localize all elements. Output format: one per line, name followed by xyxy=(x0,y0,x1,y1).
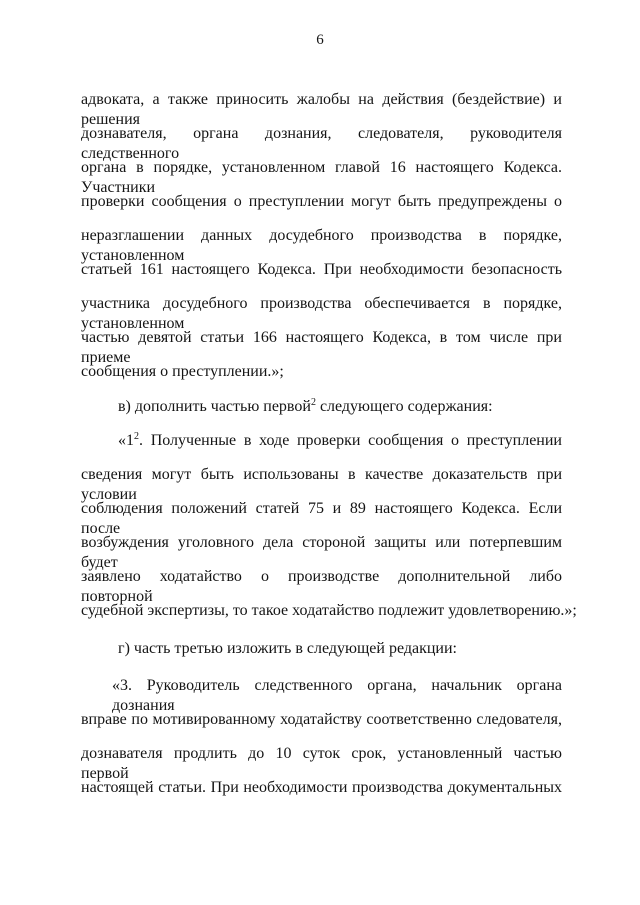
quote2-first-line: «3. Руководитель следственного органа, начальник органа дознания xyxy=(112,677,562,714)
text-line: адвоката, а также приносить жалобы на действия (бездействие) и решения xyxy=(81,91,562,128)
text-line: проверки сообщения о преступлении могут быть предупреждены о xyxy=(81,193,562,210)
item-g: г) часть третью изложить в следующей редакции: xyxy=(118,640,457,657)
text-line: настоящей статьи. При необходимости производства документальных xyxy=(81,779,562,796)
page-number: 6 xyxy=(316,32,324,48)
quote-open: «1 xyxy=(118,432,134,449)
text-line: статьей 161 настоящего Кодекса. При необходимости безопасность xyxy=(81,261,562,278)
paragraph-last-line: судебной экспертизы, то такое ходатайство подлежит удовлетворению.»; xyxy=(81,602,577,619)
text-line: органа в порядке, установленном главой 16 настоящего Кодекса. Участники xyxy=(81,159,562,196)
text-line: вправе по мотивированному ходатайству соответственно следователя, xyxy=(81,711,562,728)
item-v-suffix: следующего содержания: xyxy=(315,398,493,415)
paragraph-last-line: сообщения о преступлении.»; xyxy=(81,363,284,380)
text-line: возбуждения уголовного дела стороной защиты или потерпевшим будет xyxy=(81,534,562,571)
quote-first-line xyxy=(0,431,640,451)
quote-first-rest: . Полученные в ходе проверки сообщения о преступлении xyxy=(139,432,562,449)
text-line: неразглашении данных досудебного производства в порядке, установленном xyxy=(81,227,562,264)
text-line: заявлено ходатайство о производстве дополнительной либо повторной xyxy=(81,568,562,605)
text-line: соблюдения положений статей 75 и 89 настоящего Кодекса. Если после xyxy=(81,500,562,537)
text-line: частью девятой статьи 166 настоящего Кодекса, в том числе при приеме xyxy=(81,329,562,366)
text-line: сведения могут быть использованы в качестве доказательств при условии xyxy=(81,466,562,503)
item-v-superscript: 2 xyxy=(310,397,316,408)
quote-superscript: 2 xyxy=(134,431,139,442)
text-line: дознавателя продлить до 10 суток срок, установленный частью первой xyxy=(81,745,562,782)
text-line: дознавателя, органа дознания, следователя, руководителя следственного xyxy=(81,125,562,162)
item-v-prefix: в) дополнить частью первой xyxy=(118,398,311,415)
text-line: участника досудебного производства обеспечивается в порядке, установленном xyxy=(81,295,562,332)
item-v xyxy=(0,397,640,417)
